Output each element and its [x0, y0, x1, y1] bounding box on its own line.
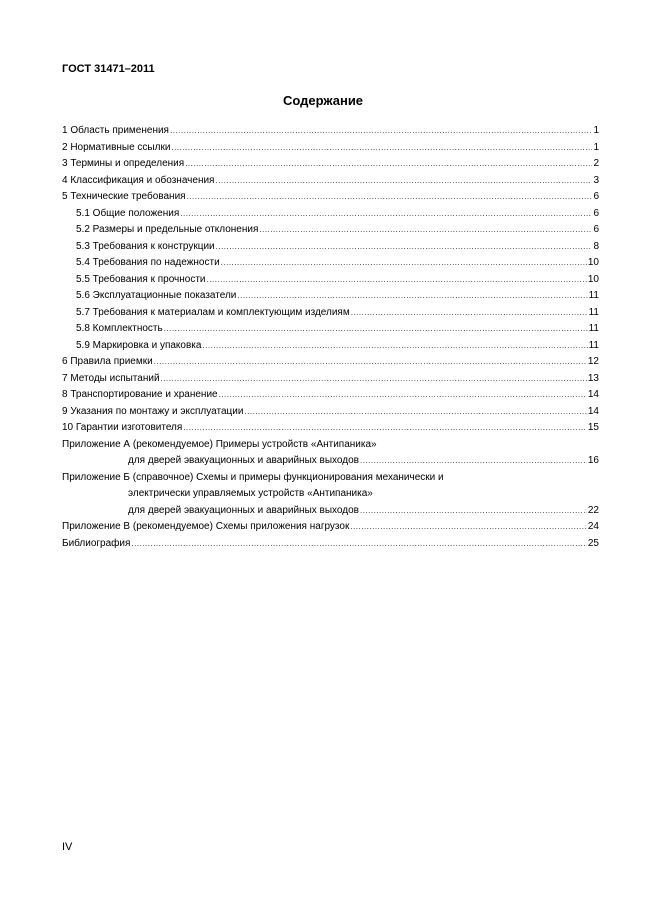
toc-item[interactable]: 6 Правила приемки ..... 12	[62, 354, 599, 371]
toc-item[interactable]: 8 Транспортирование и хранение ..... 14	[62, 387, 599, 404]
toc-subitem[interactable]: 5.1 Общие положения ..... 6	[62, 206, 599, 223]
toc-bibliography[interactable]: Библиография ..... 25	[62, 536, 599, 553]
toc-item[interactable]: 10 Гарантии изготовителя ..... 15	[62, 420, 599, 437]
page-title: Содержание	[282, 93, 364, 108]
toc-subitem[interactable]: 5.3 Требования к конструкции ..... 8	[62, 239, 599, 256]
toc-subitem[interactable]: 5.7 Требования к материалам и комплектующим изделиям ..... 11	[62, 305, 599, 322]
toc-item[interactable]: 7 Методы испытаний ..... 13	[62, 371, 599, 388]
toc-subitem[interactable]: 5.2 Размеры и предельные отклонения ..... 6	[62, 222, 599, 239]
toc-subitem[interactable]: 5.9 Маркировка и упаковка ..... 11	[62, 338, 599, 355]
toc-item[interactable]: 4 Классификация и обозначения ..... 3	[62, 173, 599, 190]
toc-appendix-b[interactable]: Приложение Б (справочное) Схемы и примеры функционирования механически и электрически управляемых устройств «Антипаника» для дверей эвакуационных и аварийных выходов ..... 22	[62, 470, 599, 520]
page-number: IV	[62, 841, 73, 853]
toc-item[interactable]: 5 Технические требования ..... 6	[62, 189, 599, 206]
toc-subitem[interactable]: 5.8 Комплектность ..... 11	[62, 321, 599, 338]
toc-item[interactable]: 1 Область применения ..... 1	[62, 123, 599, 140]
toc-item[interactable]: 3 Термины и определения ..... 2	[62, 156, 599, 173]
document-id: ГОСТ 31471–2011	[62, 63, 155, 75]
toc-appendix-v[interactable]: Приложение В (рекомендуемое) Схемы приложения нагрузок ..... 24	[62, 519, 599, 536]
toc-subitem[interactable]: 5.5 Требования к прочности ..... 10	[62, 272, 599, 289]
toc-appendix-a[interactable]: Приложение А (рекомендуемое) Примеры устройств «Антипаника» для дверей эвакуационных и аварийных выходов ..... 16	[62, 437, 599, 470]
table-of-contents	[62, 123, 599, 552]
toc-item[interactable]: 9 Указания по монтажу и эксплуатации ..... 14	[62, 404, 599, 421]
toc-subitem[interactable]: 5.4 Требования по надежности ..... 10	[62, 255, 599, 272]
toc-subitem[interactable]: 5.6 Эксплуатационные показатели ..... 11	[62, 288, 599, 305]
toc-item[interactable]: 2 Нормативные ссылки ..... 1	[62, 140, 599, 157]
